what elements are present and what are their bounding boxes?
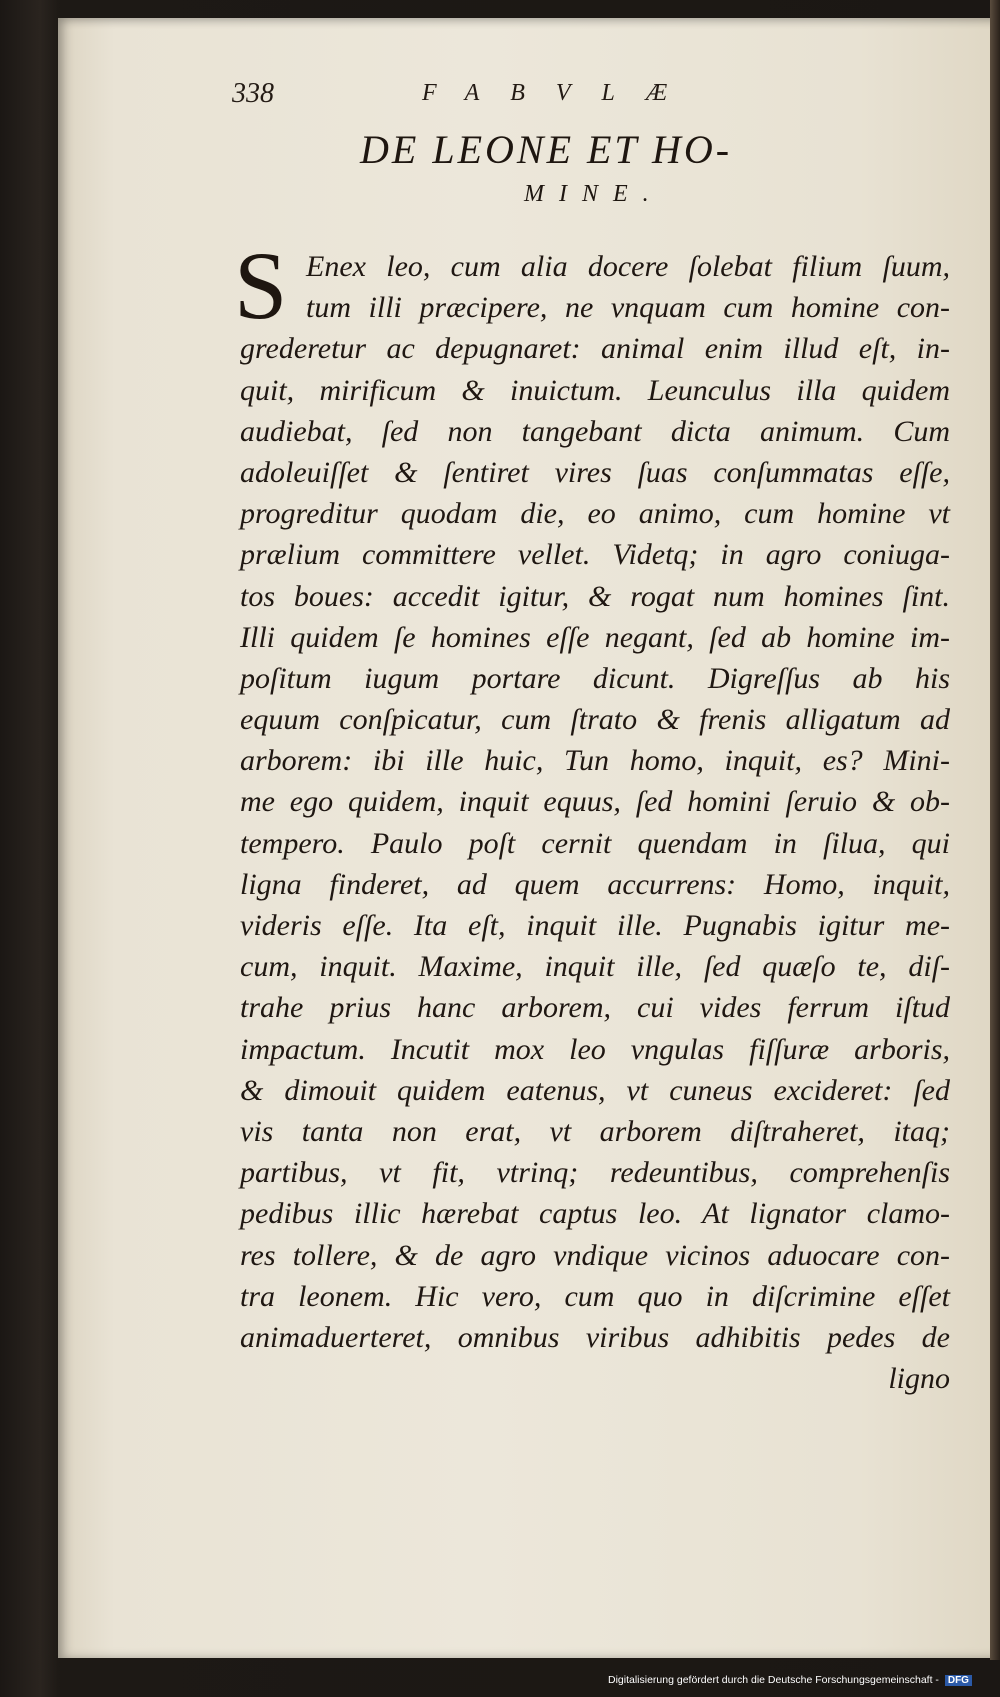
catchword: ligno — [888, 1362, 950, 1396]
fable-title: DE LEONE ET HO- — [360, 127, 733, 172]
text-line: tum illi præcipere, ne vnquam cum homine con- — [306, 291, 950, 325]
text-line: grederetur ac depugnaret: animal enim illud eſt, in- — [240, 332, 950, 366]
running-title: FABVLÆ — [422, 80, 699, 106]
drop-cap: S — [234, 232, 288, 339]
text-line: arborem: ibi ille huic, Tun homo, inquit, es? Mini- — [240, 744, 950, 778]
fable-title-continuation: MINE. — [524, 181, 664, 207]
credit-text: Digitalisierung gefördert durch die Deutsche Forschungsgemeinschaft - — [608, 1674, 939, 1686]
text-line: Enex leo, cum alia docere ſolebat filium ſuum, — [306, 250, 950, 283]
text-line: tos boues: accedit igitur, & rogat num homines ſint. — [240, 579, 950, 613]
text-line: impactum. Incutit mox leo vngulas fiſſuræ arboris, — [240, 1032, 950, 1066]
text-line: partibus, vt fit, vtrinq; redeuntibus, comprehenſis — [240, 1156, 950, 1190]
text-line: tempero. Paulo poſt cernit quendam in ſilua, qui — [240, 826, 950, 860]
fable-text — [234, 232, 950, 1399]
text-line: quit, mirificum & inuictum. Leunculus illa quidem — [240, 373, 950, 407]
text-line: cum, inquit. Maxime, inquit ille, ſed quæſo te, diſ- — [240, 950, 950, 984]
text-line: prælium committere vellet. Videtq; in agro coniuga- — [240, 538, 950, 572]
text-line: progreditur quodam die, eo animo, cum homine vt — [240, 497, 950, 531]
text-line: audiebat, ſed non tangebant dicta animum. Cum — [240, 414, 950, 448]
text-line: trahe prius hanc arborem, cui vides ferrum iſtud — [240, 991, 950, 1025]
text-line: animaduerteret, omnibus viribus adhibitis pedes de — [240, 1320, 950, 1354]
page-edge — [990, 0, 1000, 1660]
text-line: & dimouit quidem eatenus, vt cuneus excideret: ſed — [240, 1073, 950, 1107]
text-line: tra leonem. Hic vero, cum quo in diſcrimine eſſet — [240, 1279, 950, 1313]
digitization-credit — [608, 1674, 1000, 1694]
text-line: equum conſpicatur, cum ſtrato & frenis alligatum ad — [240, 703, 950, 737]
page-number: 338 — [232, 78, 274, 109]
text-line: adoleuiſſet & ſentiret vires ſuas conſummatas eſſe, — [240, 455, 950, 489]
text-line: ligna finderet, ad quem accurrens: Homo, inquit, — [240, 867, 950, 901]
text-line: pedibus illic hærebat captus leo. At lignator clamo- — [240, 1197, 950, 1231]
running-head — [232, 78, 952, 122]
text-line: Illi quidem ſe homines eſſe negant, ſed ab homine im- — [240, 620, 950, 654]
text-line: videris eſſe. Ita eſt, inquit ille. Pugnabis igitur me- — [240, 909, 950, 942]
dfg-logo: DFG — [945, 1675, 972, 1686]
text-line: poſitum iugum portare dicunt. Digreſſus ab his — [240, 661, 950, 695]
text-line: vis tanta non erat, vt arborem diſtraheret, itaq; — [240, 1114, 950, 1148]
text-line: res tollere, & de agro vndique vicinos aduocare con- — [240, 1238, 950, 1272]
text-line: me ego quidem, inquit equus, ſed homini ſeruio & ob- — [240, 785, 950, 819]
